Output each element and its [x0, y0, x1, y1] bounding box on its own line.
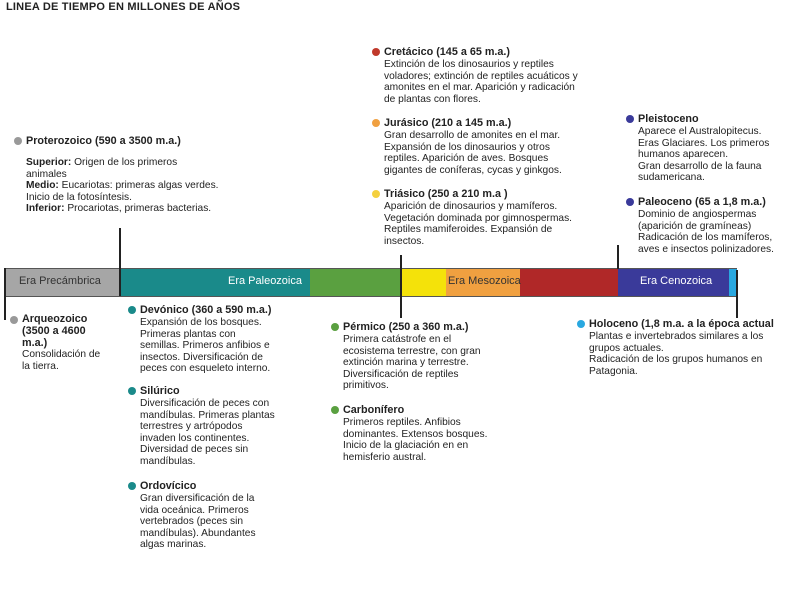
- period-triasico: [372, 188, 622, 247]
- connector-line: [119, 228, 121, 296]
- period-jurasico: [372, 117, 622, 176]
- connector-line: [617, 245, 619, 269]
- period-description: Diversificación de peces con mandíbulas. Primeras plantas terrestres y artrópodos invaden los continentes. Diversidad de peces sin mandíbulas.: [140, 398, 275, 467]
- period-cretacico: [372, 46, 622, 105]
- era-label-cenozoica: Era Cenozoica: [640, 275, 713, 287]
- bullet-icon: [14, 137, 22, 145]
- period-ordovicico: [128, 480, 318, 551]
- bullet-icon: [128, 387, 136, 395]
- period-description: Expansión de los bosques. Primeras plantas con semillas. Primeros anfibios e insectos. Diversificación de peces con esqueleto interno.: [140, 317, 271, 374]
- subperiod-label: Inferior:: [26, 203, 65, 214]
- period-description: Gran diversificación de la vida oceánica. Primeros vertebrados (peces sin mandíbulas). Abundantes algas marinas.: [140, 493, 256, 550]
- connector-line: [400, 255, 402, 318]
- period-heading: Pérmico (250 a 360 m.a.): [343, 321, 469, 333]
- period-description: Aparece el Australopitecus. Eras Glaciares. Los primeros humanos aparecen. Gran desarrollo de la fauna sudamericana.: [638, 126, 770, 183]
- period-permico: [331, 321, 531, 392]
- subperiod-text: Procariotas, primeras bacterias.: [64, 203, 212, 214]
- segment-triasico: [401, 269, 446, 296]
- period-heading: Devónico (360 a 590 m.a.): [140, 304, 272, 316]
- period-description: Gran desarrollo de amonites en el mar. Expansión de los dinosaurios y otros reptiles. Aparición de aves. Bosques gigantes de coníferas, cycas y ginkgos.: [384, 130, 562, 176]
- bullet-icon: [128, 482, 136, 490]
- period-heading: Jurásico (210 a 145 m.a.): [384, 117, 512, 129]
- bullet-icon: [372, 48, 380, 56]
- page-title: LINEA DE TIEMPO EN MILLONES DE AÑOS: [6, 1, 241, 13]
- segment-paleozoico-green: [310, 269, 401, 296]
- period-devonico: [128, 304, 318, 375]
- period-holoceno: [577, 318, 797, 377]
- period-silurico: [128, 385, 318, 467]
- bullet-icon: [331, 323, 339, 331]
- period-description: Primeros reptiles. Anfibios dominantes. Extensos bosques. Inicio de la glaciación en en hemisferio austral.: [343, 417, 488, 463]
- period-description: Plantas e invertebrados similares a los grupos actuales. Radicación de los grupos humanos en Patagonia.: [589, 331, 764, 377]
- subperiod-label: Superior:: [26, 157, 72, 168]
- bullet-icon: [10, 316, 18, 324]
- era-label-paleozoica: Era Paleozoica: [228, 275, 302, 287]
- period-arqueozoico: [10, 313, 122, 372]
- bullet-icon: [626, 198, 634, 206]
- era-label-precambrica: Era Precámbrica: [19, 275, 101, 287]
- period-heading: Proterozoico (590 a 3500 m.a.): [26, 135, 181, 147]
- period-proterozoico: [14, 135, 219, 215]
- subperiod-text: Eucariotas: primeras algas verdes. Inicio de la fotosíntesis.: [26, 180, 219, 203]
- period-pleistoceno: [626, 113, 797, 184]
- period-heading: Paleoceno (65 a 1,8 m.a.): [638, 196, 766, 208]
- bullet-icon: [372, 119, 380, 127]
- period-description: Primera catástrofe en el ecosistema terrestre, con gran extinción marina y terrestre. Diversificación de reptiles primitivos.: [343, 334, 481, 391]
- bullet-icon: [128, 306, 136, 314]
- period-carbonifero: [331, 404, 531, 463]
- period-heading: Arqueozoico (3500 a 4600 m.a.): [22, 313, 88, 349]
- connector-line: [4, 268, 6, 320]
- period-description: Aparición de dinosaurios y mamíferos. Vegetación dominada por gimnospermas. Reptiles mamiferoides. Expansión de insectos.: [384, 201, 573, 247]
- era-label-mesozoica: Era Mesozoica: [448, 275, 521, 287]
- period-heading: Carbonífero: [343, 404, 405, 416]
- period-heading: Triásico (250 a 210 m.a ): [384, 188, 508, 200]
- subperiod-label: Medio:: [26, 180, 59, 191]
- period-heading: Holoceno (1,8 m.a. a la época actual: [589, 318, 774, 330]
- period-description: Dominio de angiospermas (aparición de gramíneas) Radicación de los mamíferos, aves e insectos polinizadores.: [638, 209, 774, 255]
- period-heading: Ordovícico: [140, 480, 197, 492]
- bullet-icon: [372, 190, 380, 198]
- segment-cretacico: [520, 269, 618, 296]
- period-heading: Pleistoceno: [638, 113, 699, 125]
- period-heading: Cretácico (145 a 65 m.a.): [384, 46, 511, 58]
- period-heading: Silúrico: [140, 385, 180, 397]
- subperiod-text: Origen de los primeros animales: [26, 157, 178, 180]
- period-paleoceno: [626, 196, 797, 255]
- period-description: Extinción de los dinosaurios y reptiles voladores; extinción de reptiles acuáticos y amonites en el mar. Aparición y radicación de plantas con flores.: [384, 59, 578, 105]
- bullet-icon: [331, 406, 339, 414]
- period-description: Consolidación de la tierra.: [22, 349, 101, 372]
- connector-line: [736, 270, 738, 318]
- bullet-icon: [577, 320, 585, 328]
- bullet-icon: [626, 115, 634, 123]
